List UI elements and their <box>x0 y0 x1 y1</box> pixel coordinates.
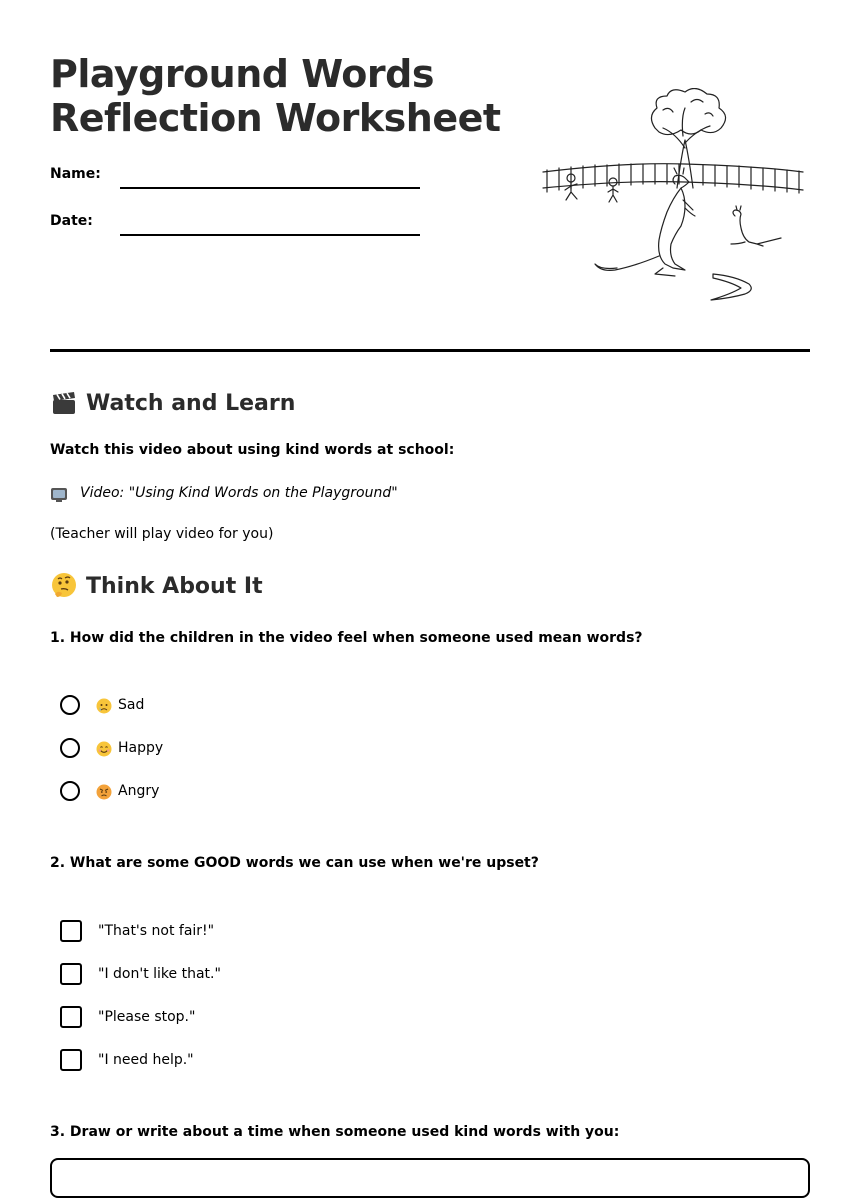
name-field[interactable] <box>120 187 420 189</box>
radio-button[interactable] <box>60 738 80 758</box>
think-heading <box>50 572 263 600</box>
title-line-2: Reflection Worksheet <box>50 96 501 140</box>
checkbox[interactable] <box>60 920 82 942</box>
teacher-note: (Teacher will play video for you) <box>50 526 274 542</box>
question-1: 1. How did the children in the video feel when someone used mean words? <box>50 630 643 646</box>
checkbox[interactable] <box>60 1049 82 1071</box>
section-divider <box>50 349 810 352</box>
crying-face-icon <box>96 698 112 714</box>
watch-heading <box>50 389 295 417</box>
q1-option-angry[interactable] <box>60 781 159 801</box>
radio-button[interactable] <box>60 781 80 801</box>
drawing-answer-box[interactable] <box>50 1158 810 1198</box>
television-icon <box>50 485 68 503</box>
q1-option-sad[interactable] <box>60 695 144 715</box>
radio-button[interactable] <box>60 695 80 715</box>
clapper-board-icon <box>50 389 78 417</box>
q2-option[interactable] <box>60 1049 194 1071</box>
think-heading-text: Think About It <box>86 573 263 599</box>
question-2: 2. What are some GOOD words we can use when we're upset? <box>50 855 539 871</box>
q1-option-happy[interactable] <box>60 738 163 758</box>
video-link[interactable] <box>50 484 398 502</box>
thinking-face-icon <box>50 572 78 600</box>
checkbox[interactable] <box>60 963 82 985</box>
q2-option-label: "I don't like that." <box>98 966 221 982</box>
boomerang <box>711 274 751 300</box>
kangaroo-small <box>731 210 781 246</box>
watch-heading-text: Watch and Learn <box>86 390 296 416</box>
video-title: Video: "Using Kind Words on the Playground" <box>80 485 398 501</box>
q2-option-label: "Please stop." <box>98 1009 196 1025</box>
title-line-1: Playground Words <box>50 52 434 96</box>
smiling-face-icon <box>96 741 112 757</box>
q2-option-label: "I need help." <box>98 1052 194 1068</box>
name-label: Name: <box>50 166 101 182</box>
q2-option[interactable] <box>60 920 214 942</box>
page-title <box>50 52 501 140</box>
q2-option-label: "That's not fair!" <box>98 923 215 939</box>
q2-option[interactable] <box>60 963 221 985</box>
question-3: 3. Draw or write about a time when someone used kind words with you: <box>50 1124 620 1140</box>
checkbox[interactable] <box>60 1006 82 1028</box>
angry-face-icon <box>96 784 112 800</box>
date-field[interactable] <box>120 234 420 236</box>
q2-option[interactable] <box>60 1006 195 1028</box>
date-label: Date: <box>50 213 93 229</box>
q1-option-label: Happy <box>118 740 164 756</box>
q1-option-label: Sad <box>118 697 145 713</box>
fence <box>543 164 803 172</box>
watch-intro: Watch this video about using kind words at school: <box>50 442 455 458</box>
kangaroo-large <box>659 175 689 270</box>
playground-kangaroo-illustration <box>535 88 810 308</box>
q1-option-label: Angry <box>118 783 160 799</box>
